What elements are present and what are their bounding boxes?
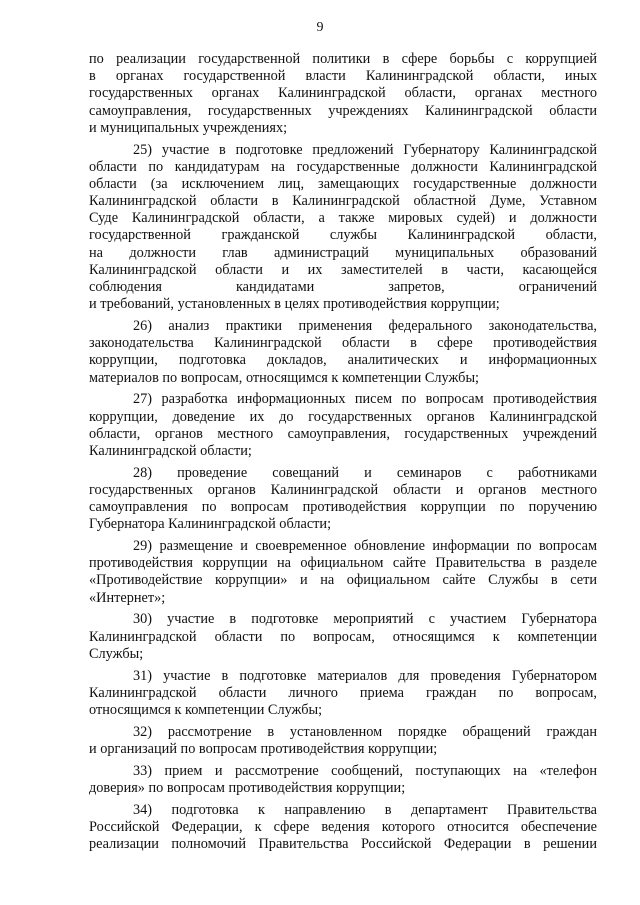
text-line: Российской Федерации, к сфере ведения которого относится обеспечение (89, 818, 597, 835)
text-line: 26) анализ практики применения федерального законодательства, (133, 318, 597, 334)
text-line: Службы; (89, 645, 144, 662)
text-line: Калининградской области в Калининградской областной Думе, Уставном (89, 193, 597, 210)
text-line: «Противодействие коррупции» и на официальном сайте Службы в сети (89, 572, 597, 589)
text-line: реализации полномочий Правительства Российской Федерации в решении (89, 836, 597, 852)
text-line: 28) проведение совещаний и семинаров с работниками (133, 464, 597, 481)
text-line: 32) рассмотрение в установленном порядке обращений граждан (133, 723, 597, 740)
text-line: государственных органов Калининградской области и органов местного (89, 481, 597, 498)
text-line: Калининградской области и их заместителей в части, касающейся (89, 261, 597, 278)
text-line: 29) размещение и своевременное обновление информации по вопросам (133, 538, 597, 555)
text-line: законодательства Калининградской области в сфере противодействия (89, 335, 597, 352)
text-line: Губернатора Калининградской области; (89, 516, 332, 533)
text-line: Калининградской области по вопросам, относящимся к компетенции (89, 628, 597, 645)
text-line: государственной гражданской службы Калининградской области, (89, 227, 597, 244)
text-line: по реализации государственной политики в сфере борьбы с коррупцией (89, 51, 597, 67)
text-line: и требований, установленных в целях противодействия коррупции; (89, 296, 500, 313)
text-line: на должности глав администраций муниципальных образований (89, 244, 597, 261)
text-line: доверия» по вопросам противодействия коррупции; (89, 779, 406, 796)
document-body (89, 51, 597, 853)
text-line: области, органов местного самоуправления, государственных учреждений (89, 425, 597, 442)
text-line: области (за исключением лиц, замещающих государственные должности (89, 175, 597, 192)
text-line: 34) подготовка к направлению в департамент Правительства (133, 801, 597, 818)
text-line: противодействия коррупции на официальном сайте Правительства в разделе (89, 555, 597, 572)
page-number: 9 (316, 20, 324, 35)
text-line: 33) прием и рассмотрение сообщений, поступающих на «телефон (133, 762, 597, 779)
text-line: государственных органах Калининградской области, органах местного (89, 85, 597, 102)
text-line: 31) участие в подготовке материалов для проведения Губернатором (133, 667, 597, 684)
text-line: в органах государственной власти Калининградской области, иных (89, 68, 597, 85)
text-line: и муниципальных учреждениях; (89, 119, 288, 136)
text-line: области по кандидатурам на государственные должности Калининградской (89, 158, 597, 175)
text-line: 27) разработка информационных писем по вопросам противодействия (133, 391, 597, 408)
text-line: материалов по вопросам, относящимся к компетенции Службы; (89, 369, 480, 386)
text-line: «Интернет»; (89, 589, 166, 606)
text-line: и организаций по вопросам противодействия коррупции; (89, 740, 438, 757)
text-line: Суде Калининградской области, а также мировых судей) и должности (89, 210, 597, 227)
text-line: коррупции, подготовка докладов, аналитических и информационных (89, 352, 597, 369)
text-line: самоуправления, государственных учреждениях Калининградской области (89, 102, 597, 119)
text-line: самоуправления по вопросам противодействия коррупции по поручению (89, 499, 597, 516)
text-line: Калининградской области; (89, 442, 252, 459)
text-line: соблюдения кандидатами запретов, ограничений (89, 279, 597, 296)
text-line: относящимся к компетенции Службы; (89, 701, 323, 718)
text-line: коррупции, доведение их до государственных органов Калининградской (89, 408, 597, 425)
text-line: 30) участие в подготовке мероприятий с участием Губернатора (133, 611, 597, 628)
text-line: Калининградской области личного приема граждан по вопросам, (89, 684, 597, 701)
text-line: 25) участие в подготовке предложений Губернатору Калининградской (133, 141, 597, 158)
